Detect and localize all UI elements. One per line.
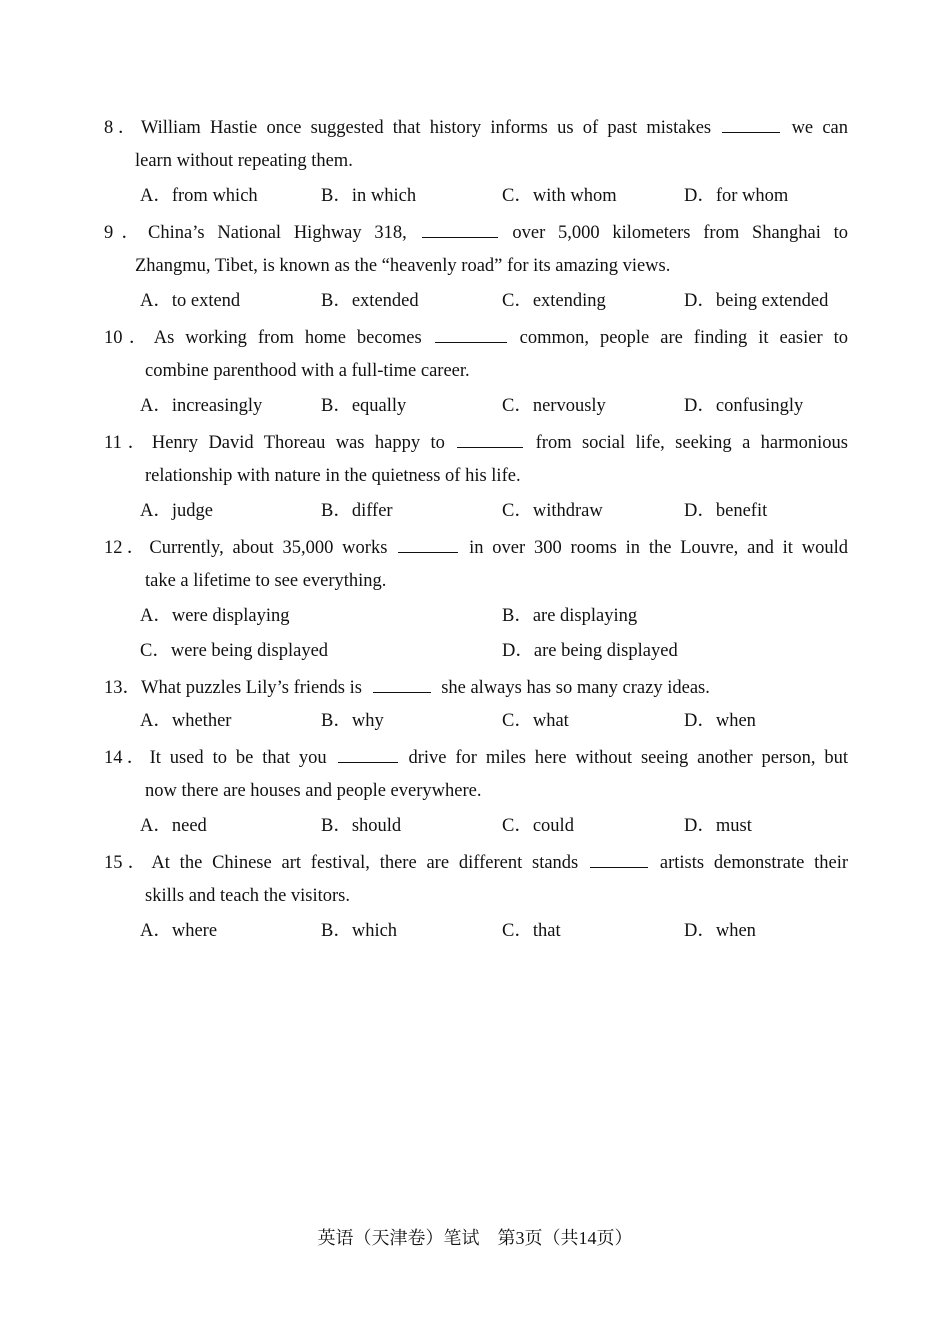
stem-text: Currently, about 35,000 works [149, 538, 388, 558]
option-c[interactable]: C．that [502, 921, 561, 941]
question-number: 14． [104, 748, 150, 768]
option-c[interactable]: C．extending [502, 291, 606, 311]
question-number: 10． [104, 328, 154, 348]
stem-text: As working from home becomes [153, 328, 422, 348]
stem-text: William Hastie once suggested that history informs us of past mistakes [140, 118, 712, 138]
answer-blank[interactable] [398, 534, 458, 553]
option-d[interactable]: D．when [684, 921, 756, 941]
option-a[interactable]: A．were displaying [140, 606, 290, 626]
option-a[interactable]: A．increasingly [140, 396, 263, 416]
answer-blank[interactable] [373, 674, 431, 693]
question-10-stem [104, 324, 848, 350]
option-d[interactable]: D．are being displayed [502, 641, 678, 661]
question-number: 15． [104, 853, 152, 873]
stem-text: she always has so many crazy ideas. [441, 678, 710, 698]
stem-text: from social life, seeking a harmonious [535, 433, 849, 453]
option-b[interactable]: B．differ [321, 501, 393, 521]
question-15-stem [104, 849, 848, 875]
page-footer: 英语（天津卷）笔试 第3页（共14页） [317, 1228, 633, 1248]
stem-text: drive for miles here without seeing another person, but [408, 748, 848, 768]
question-8-continuation: learn without repeating them. [135, 151, 353, 171]
question-10-continuation: combine parenthood with a full-time career. [145, 361, 470, 381]
stem-text: What puzzles Lily’s friends is [141, 678, 362, 698]
option-d[interactable]: D．being extended [684, 291, 829, 311]
answer-blank[interactable] [338, 744, 398, 763]
question-number: 12． [104, 538, 150, 558]
option-a[interactable]: A．whether [140, 711, 232, 731]
question-14-stem [104, 744, 848, 770]
answer-blank[interactable] [590, 849, 648, 868]
stem-text: we can [791, 118, 849, 138]
option-a[interactable]: A．need [140, 816, 207, 836]
question-11-stem [104, 429, 848, 455]
option-a[interactable]: A．to extend [140, 291, 241, 311]
option-a[interactable]: A．from which [140, 186, 258, 206]
option-a[interactable]: A．where [140, 921, 218, 941]
stem-text: in over 300 rooms in the Louvre, and it would [469, 538, 849, 558]
stem-text: China’s National Highway 318, [148, 223, 407, 243]
answer-blank[interactable] [457, 429, 523, 448]
option-c[interactable]: C．withdraw [502, 501, 603, 521]
question-number: 13． [104, 678, 142, 698]
option-b[interactable]: B．are displaying [502, 606, 638, 626]
option-b[interactable]: B．should [321, 816, 402, 836]
option-c[interactable]: C．nervously [502, 396, 606, 416]
question-number: 8． [104, 118, 141, 138]
question-13-stem [104, 674, 848, 700]
question-9-stem [104, 219, 848, 245]
option-b[interactable]: B．why [321, 711, 384, 731]
option-c[interactable]: C．were being displayed [140, 641, 329, 661]
stem-text: Henry David Thoreau was happy to [151, 433, 445, 453]
answer-blank[interactable] [722, 114, 780, 133]
answer-blank[interactable] [422, 219, 498, 238]
question-number: 9． [104, 223, 149, 243]
question-11-continuation: relationship with nature in the quietness of his life. [145, 466, 521, 486]
stem-text: artists demonstrate their [659, 853, 849, 873]
option-b[interactable]: B．in which [321, 186, 417, 206]
question-12-stem [104, 534, 848, 560]
option-d[interactable]: D．must [684, 816, 752, 836]
stem-text: It used to be that you [149, 748, 327, 768]
question-8-stem [104, 114, 848, 140]
stem-text: over 5,000 kilometers from Shanghai to [512, 223, 849, 243]
question-number: 11． [104, 433, 152, 453]
option-c[interactable]: C．could [502, 816, 574, 836]
option-b[interactable]: B．equally [321, 396, 407, 416]
stem-text: common, people are finding it easier to [519, 328, 848, 348]
question-15-continuation: skills and teach the visitors. [145, 886, 351, 906]
option-d[interactable]: D．for whom [684, 186, 789, 206]
option-c[interactable]: C．with whom [502, 186, 617, 206]
option-d[interactable]: D．benefit [684, 501, 768, 521]
question-9-continuation: Zhangmu, Tibet, is known as the “heavenly road” for its amazing views. [135, 256, 671, 276]
option-d[interactable]: D．when [684, 711, 756, 731]
option-b[interactable]: B．which [321, 921, 398, 941]
answer-blank[interactable] [435, 324, 507, 343]
question-12-continuation: take a lifetime to see everything. [145, 571, 387, 591]
option-b[interactable]: B．extended [321, 291, 419, 311]
option-c[interactable]: C．what [502, 711, 569, 731]
option-a[interactable]: A．judge [140, 501, 213, 521]
question-14-continuation: now there are houses and people everywhere. [145, 781, 482, 801]
option-d[interactable]: D．confusingly [684, 396, 804, 416]
stem-text: At the Chinese art festival, there are different stands [151, 853, 579, 873]
